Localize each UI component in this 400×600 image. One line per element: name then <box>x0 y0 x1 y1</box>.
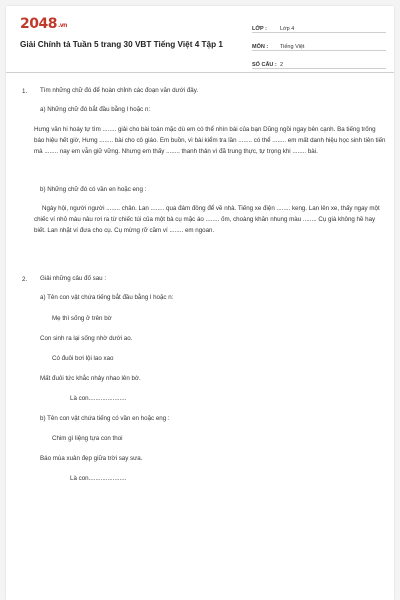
meta-key: LỚP : <box>252 26 267 32</box>
logo-tld: .vn <box>57 22 67 29</box>
question-1-prompt: Tìm những chữ đó để hoàn chỉnh các đoạn văn dưới đây. <box>40 87 199 94</box>
riddle-b-answer: Là con...................... <box>70 475 127 482</box>
meta-key: SỐ CÂU : <box>252 62 277 68</box>
question-2b-label: b) Tên con vật chứa tiếng có vần en hoặc eng : <box>40 415 170 422</box>
question-1-number: 1. <box>22 88 28 95</box>
question-2-number: 2. <box>22 276 28 283</box>
document-header <box>6 6 394 73</box>
meta-value: 2 <box>280 62 284 68</box>
logo-main: 2048 <box>20 16 57 32</box>
riddle-b-line: Chim gì liệng tựa con thoi <box>52 435 123 442</box>
question-1a-label: a) Những chữ đó bắt đầu bằng l hoặc n: <box>40 106 151 113</box>
riddle-a-line: Mẹ thì sống ở trên bờ <box>52 315 112 322</box>
riddle-b-line: Báo mùa xuân đẹp giữa trời say sưa. <box>40 455 143 462</box>
meta-value: Tiếng Việt <box>280 44 305 50</box>
document-title: Giải Chính tả Tuần 5 trang 30 VBT Tiếng Việt 4 Tập 1 <box>20 40 223 49</box>
meta-key: MÔN : <box>252 44 269 50</box>
riddle-a-line: Mất đuôi tức khắc nhảy nhao lên bờ. <box>40 375 141 382</box>
meta-row-question-count <box>252 54 386 69</box>
meta-row-subject <box>252 36 386 51</box>
site-logo[interactable] <box>20 16 67 32</box>
question-2-prompt: Giải những câu đố sau : <box>40 275 107 282</box>
document-page <box>6 6 394 600</box>
meta-value: Lớp 4 <box>280 26 295 32</box>
question-1a-paragraph: Hưng văn hi hoáy tự tìm ........ giải cho bài toán mặc dù em có thể nhìn bài của bạn Dũng ngồi ngay bên cạnh. Ba tiếng trống báo hiệu hết giờ, Hưng ........ bài cho cô giáo. Em buồn, vì bài kiểm tra lần ........ có thể ........ em mất danh hiệu học sinh tiên tiến mà ........ nay em vẫn giữ vững. Nhưng em thấy ........ thanh thản vì đã trung thực, tự trọng khi ........ bài. <box>34 126 386 156</box>
document-meta <box>252 18 386 72</box>
riddle-a-answer: Là con...................... <box>70 395 127 402</box>
question-2a-label: a) Tên con vật chứa tiếng bắt đầu bằng l hoặc n: <box>40 294 174 301</box>
riddle-a-line: Con sinh ra lại sống nhờ dưới ao. <box>40 335 133 342</box>
question-1b-label: b) Những chữ đó có vần en hoặc eng : <box>40 186 147 193</box>
question-1b-paragraph: Ngày hội, người người ........ chân. Lan ........ qua đám đông để về nhà. Tiếng xe điện ........ keng. Lan lên xe, thấy ngay một chiếc ví nhỏ màu nâu rơi ra từ chiếc túi của một bà cụ mặc áo ........ ốm, choàng khăn nhung màu ........ Cụ già không hề hay biết. Lan nhặt ví đưa cho cụ. Cụ mừng rỡ cầm ví ........ em ngoan. <box>34 205 380 235</box>
riddle-a-line: Có đuôi bơi lội lao xao <box>52 355 114 362</box>
meta-row-grade <box>252 18 386 33</box>
document-body <box>6 72 394 600</box>
